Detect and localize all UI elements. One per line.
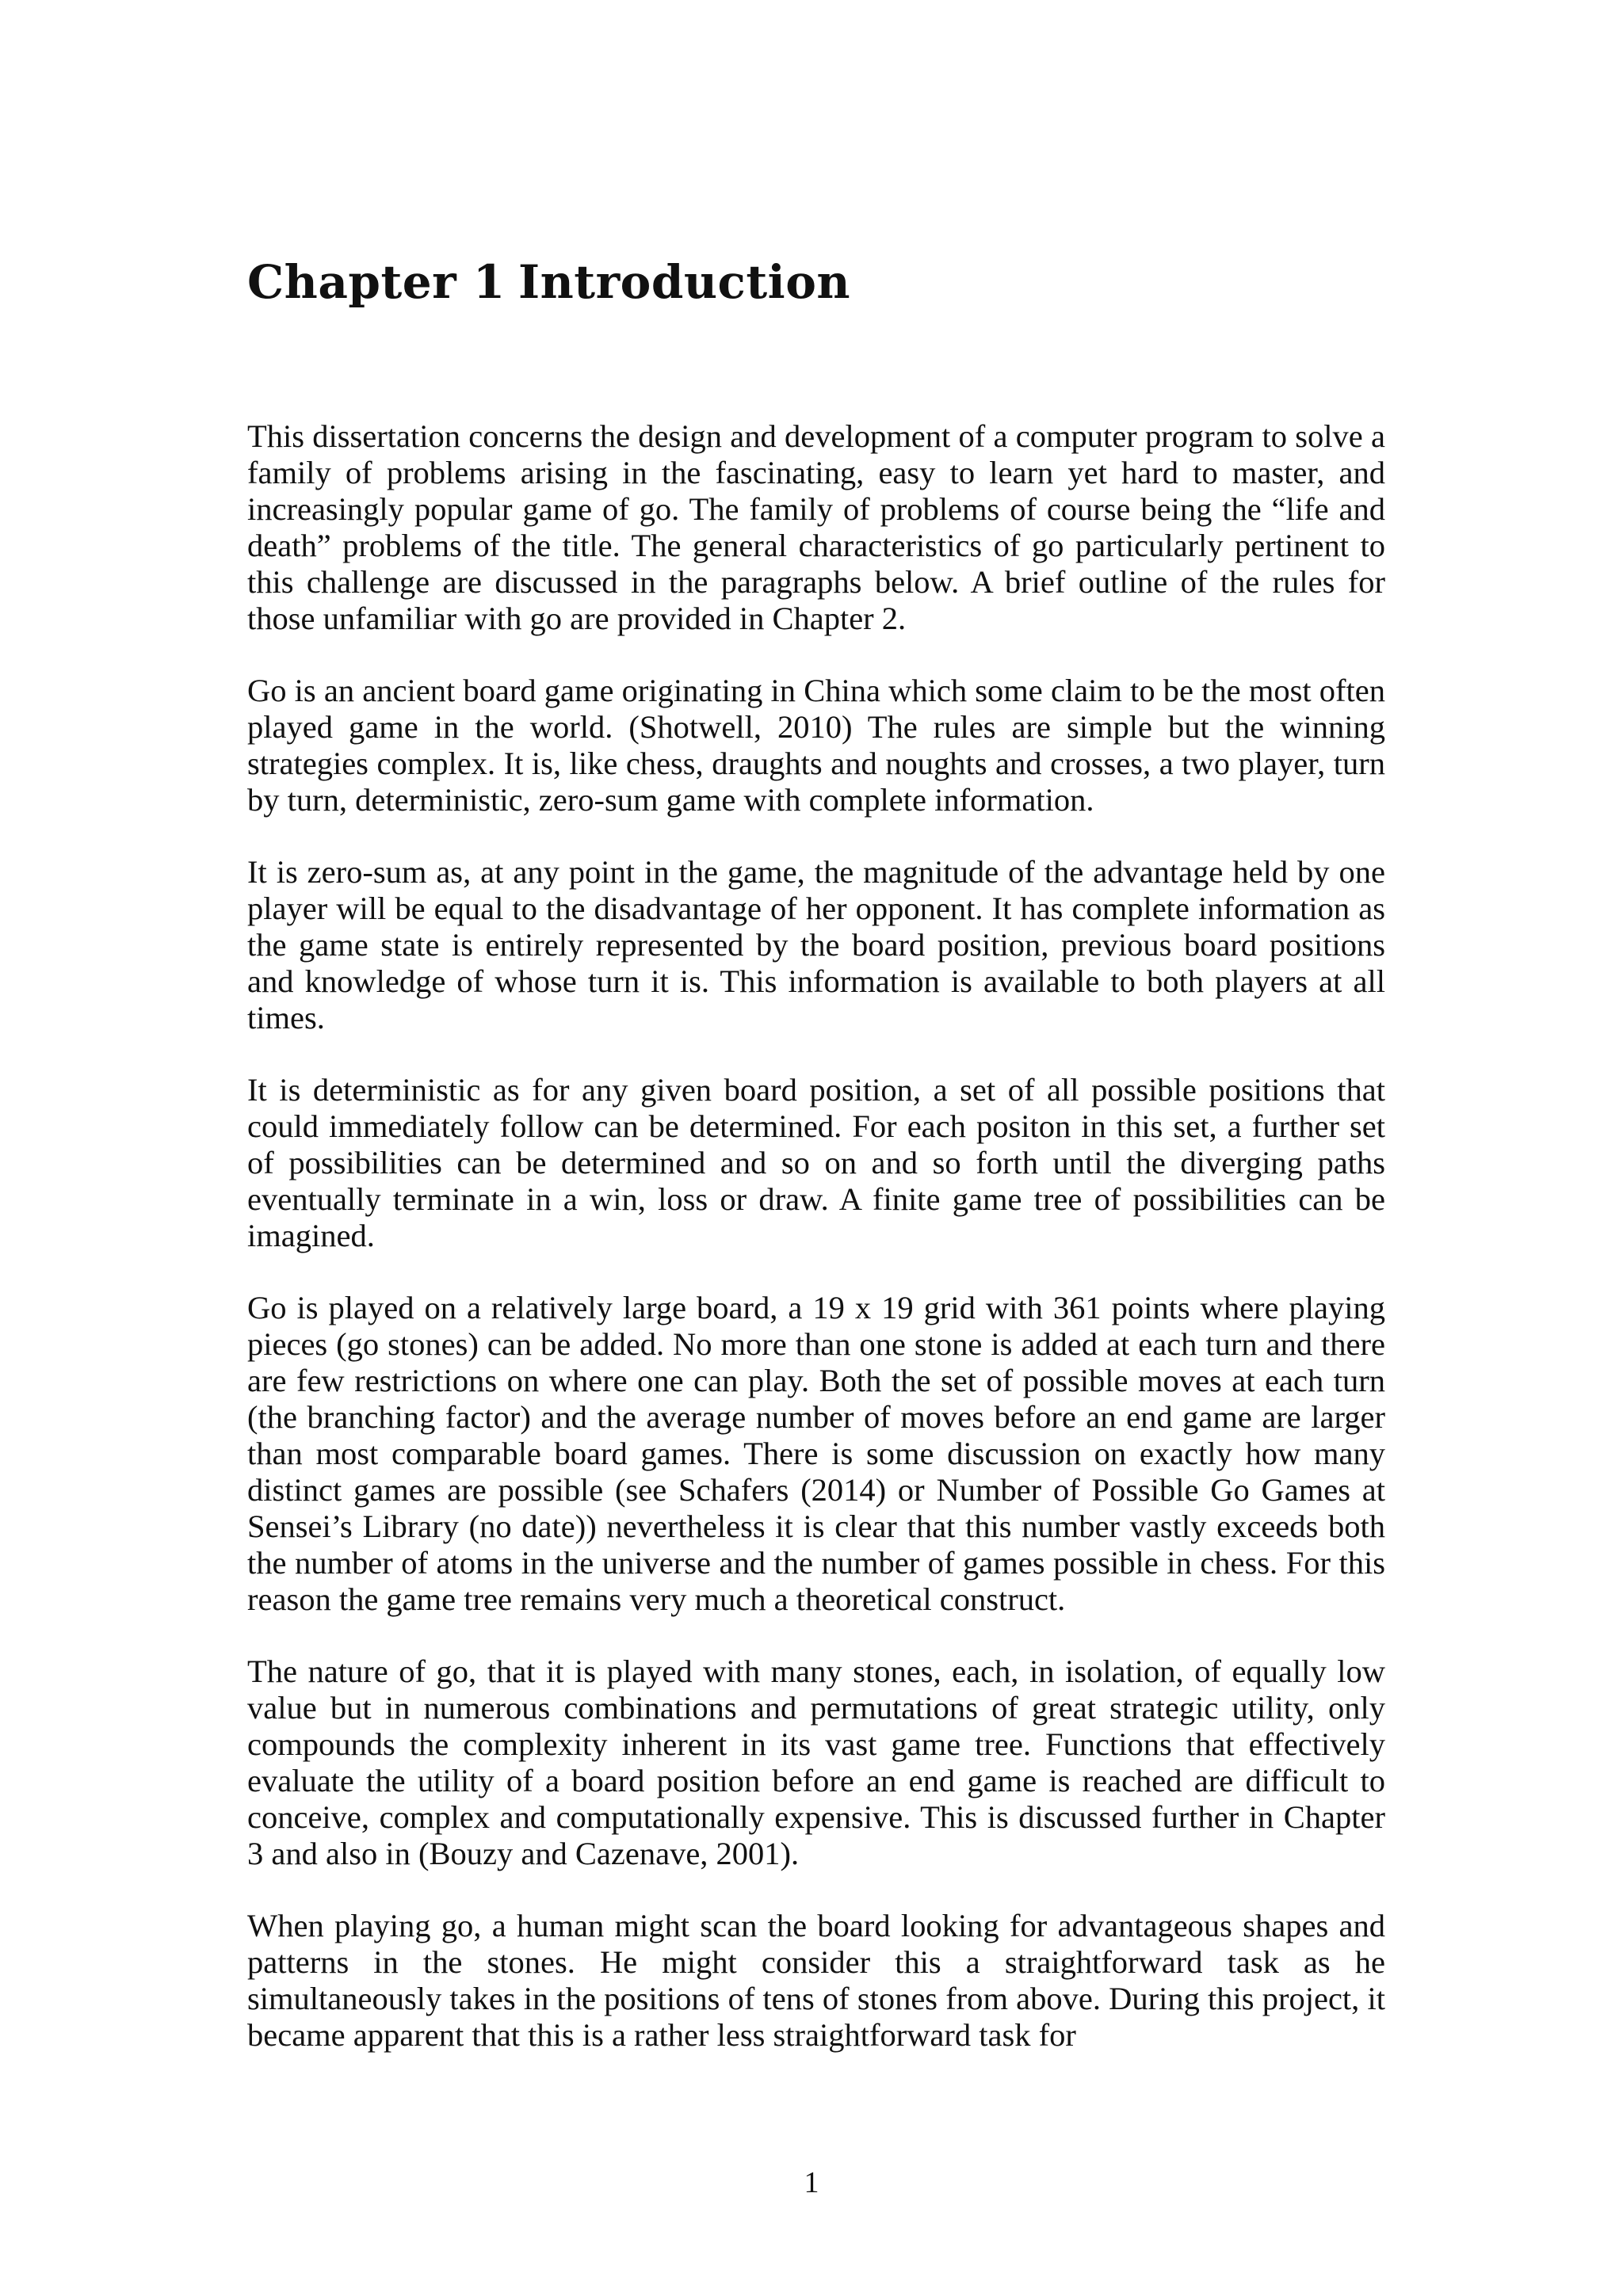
chapter-title: Introduction	[518, 255, 851, 309]
paragraph: Go is played on a relatively large board, a 19 x 19 grid with 361 points where playing pieces (go stones) can be added. No more than one stone is added at each turn and there are few restrictions on where one can play. Both the set of possible moves at each turn (the branching factor) and the average number of moves before an end game are larger than most comparable board games. There is some discussion on exactly how many distinct games are possible (see Schafers (2014) or Number of Possible Go Games at Sensei’s Library (no date)) nevertheless it is clear that this number vastly exceeds both the number of atoms in the universe and the number of games possible in chess. For this reason the game tree remains very much a theoretical construct.	[247, 1290, 1385, 1617]
paragraph: It is zero-sum as, at any point in the game, the magnitude of the advantage held by one player will be equal to the disadvantage of her opponent. It has complete information as the game state is entirely represented by the board position, previous board positions and knowledge of whose turn it is. This information is available to both players at all times.	[247, 854, 1385, 1035]
chapter-number: Chapter 1	[247, 255, 506, 309]
page-number: 1	[804, 2166, 819, 2199]
chapter-heading	[247, 255, 850, 311]
paragraph: This dissertation concerns the design and development of a computer program to solve a family of problems arising in the fascinating, easy to learn yet hard to master, and increasingly popular game of go. The family of problems of course being the “life and death” problems of the title. The general characteristics of go particularly pertinent to this challenge are discussed in the paragraphs below. A brief outline of the rules for those unfamiliar with go are provided in Chapter 2.	[247, 418, 1385, 636]
paragraph: The nature of go, that it is played with many stones, each, in isolation, of equally low value but in numerous combinations and permutations of great strategic utility, only compounds the complexity inherent in its vast game tree. Functions that effectively evaluate the utility of a board position before an end game is reached are difficult to conceive, complex and computationally expensive. This is discussed further in Chapter 3 and also in (Bouzy and Cazenave, 2001).	[247, 1653, 1385, 1871]
body-text	[247, 418, 1385, 2089]
paragraph: When playing go, a human might scan the board looking for advantageous shapes and patterns in the stones. He might consider this a straightforward task as he simultaneously takes in the positions of tens of stones from above. During this project, it became apparent that this is a rather less straightforward task for	[247, 1908, 1385, 2053]
paragraph: It is deterministic as for any given board position, a set of all possible positions that could immediately follow can be determined. For each positon in this set, a further set of possibilities can be determined and so on and so forth until the diverging paths eventually terminate in a win, loss or draw. A finite game tree of possibilities can be imagined.	[247, 1072, 1385, 1253]
paragraph: Go is an ancient board game originating in China which some claim to be the most often played game in the world. (Shotwell, 2010) The rules are simple but the winning strategies complex. It is, like chess, draughts and noughts and crosses, a two player, turn by turn, deterministic, zero-sum game with complete information.	[247, 673, 1385, 818]
